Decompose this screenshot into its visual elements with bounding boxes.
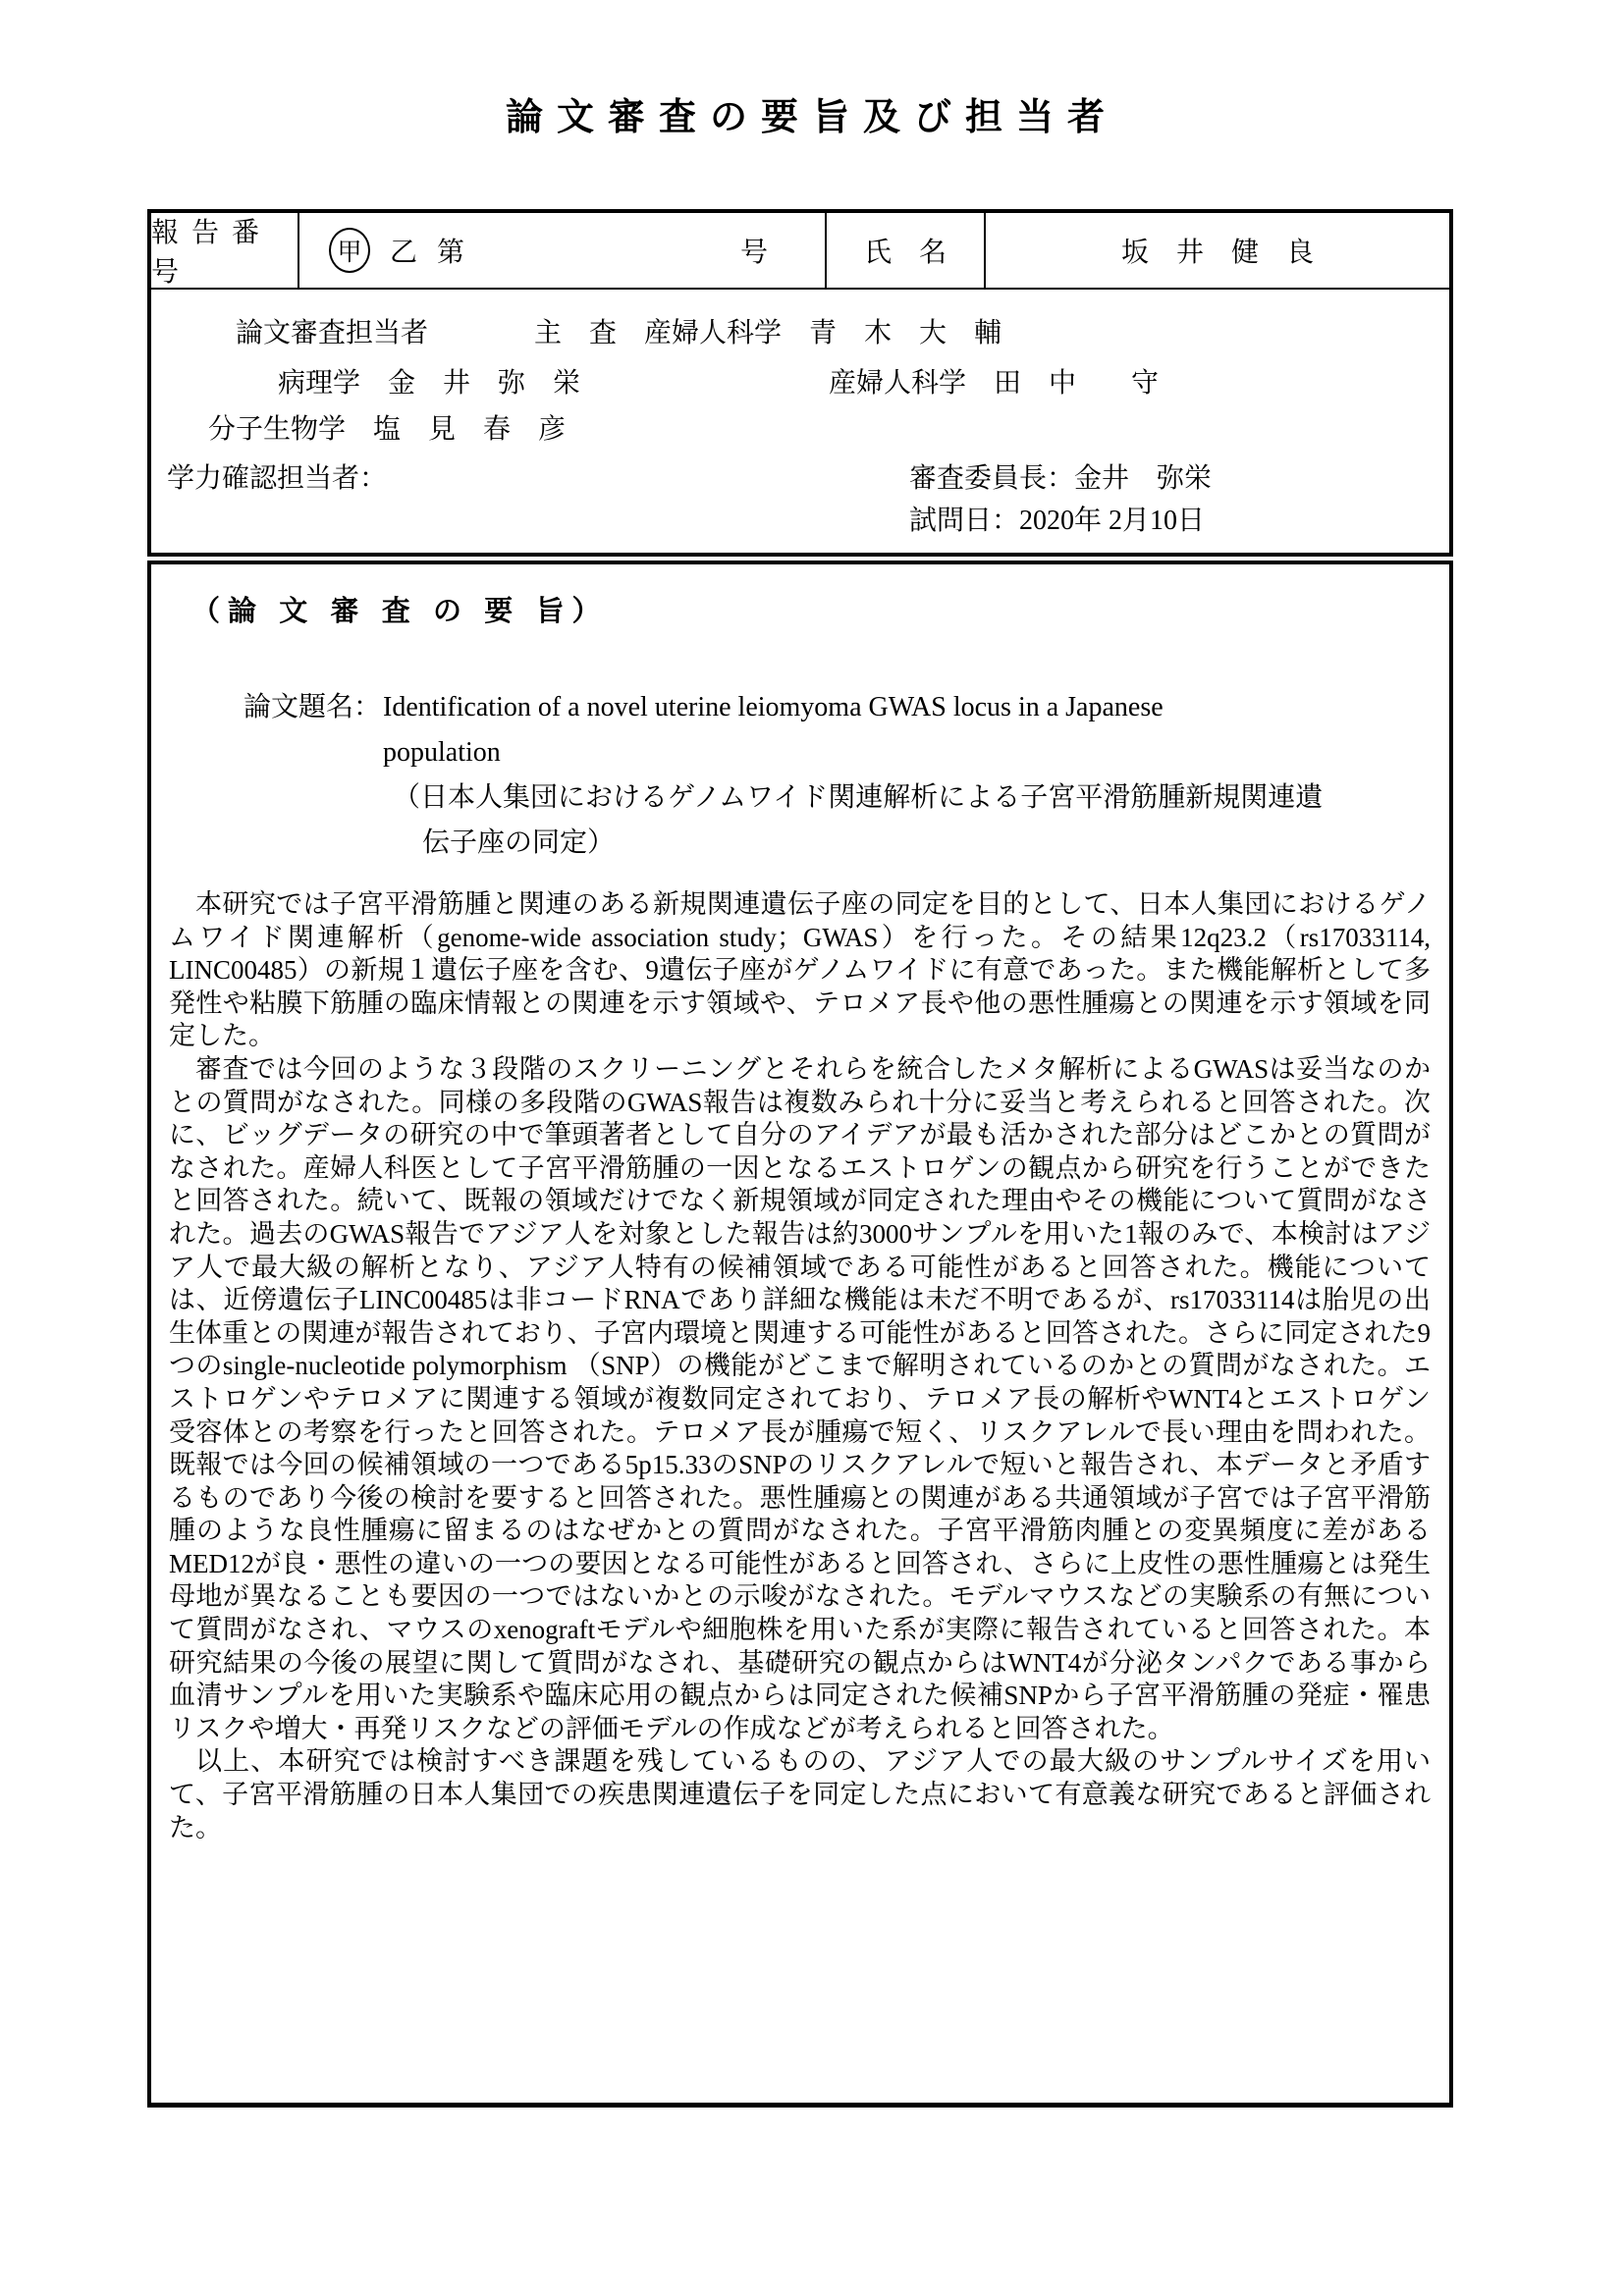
committee-cell <box>151 290 1449 551</box>
committee-chair: 審査委員長：金井 弥栄 <box>909 463 1213 494</box>
thesis-title-label: 論文題名： <box>244 692 382 722</box>
page-title: 論文審査の要旨及び担当者 <box>505 97 1118 138</box>
thesis-title-block <box>244 685 1323 866</box>
report-header-row <box>151 213 1449 290</box>
name-label: 氏 名 <box>827 213 986 288</box>
chief-examiner: 主 査 産婦人科学 青 木 大 輔 <box>534 318 1002 348</box>
report-number-cell <box>299 213 827 288</box>
examiner-obgyn: 産婦人科学 田 中 守 <box>829 368 1160 399</box>
circled-kou-mark: 甲 <box>329 228 370 273</box>
thesis-title-english-line1: Identification of a novel uterine leiomyoma GWAS locus in a Japanese <box>383 692 1164 722</box>
examiners-label: 論文審査担当者 <box>236 318 429 348</box>
review-summary-box <box>147 561 1453 2108</box>
exam-date: 試問日：2020年 2月10日 <box>909 506 1206 536</box>
thesis-title-japanese-line1: （日本人集団におけるゲノムワイド関連解析による子宮平滑筋腫新規関連遺 <box>393 782 1324 813</box>
academic-confirmation-label: 学力確認担当者： <box>167 463 388 494</box>
review-summary-text <box>169 888 1431 1844</box>
candidate-name: 坂 井 健 良 <box>1120 238 1314 268</box>
report-number-label: 報 告 番 号 <box>151 213 299 288</box>
examiner-pathology: 病理学 金 井 弥 栄 <box>278 368 581 399</box>
thesis-title-english-line2: population <box>383 737 501 768</box>
dai-prefix: 第 <box>437 238 465 268</box>
summary-paragraph-3: 以上、本研究では検討すべき課題を残しているものの、アジア人での最大級のサンプルサイズを用いて、子宮平滑筋腫の日本人集団での疾患関連遺伝子を同定した点において有意義な研究であると評価された。 <box>169 1746 1431 1842</box>
summary-paragraph-2: 審査では今回のような３段階のスクリーニングとそれらを統合したメタ解析によるGWASは妥当なのかとの質問がなされた。同様の多段階のGWAS報告は複数みられ十分に妥当と考えられると回答された。次に、ビッグデータの研究の中で筆頭著者として自分のアイデアが最も活かされた部分はどこかとの質問がなされた。産婦人科医として子宮平滑筋腫の一因となるエストロゲンの観点から研究を行うことができたと回答された。続いて、既報の領域だけでなく新規領域が同定された理由やその機能について質問がなされた。過去のGWAS報告でアジア人を対象とした報告は約3000サンプルを用いた1報のみで、本検討はアジア人で最大級の解析となり、アジア人特有の候補領域である可能性があると回答された。機能については、近傍遺伝子LINC00485は非コードRNAであり詳細な機能は未だ不明であるが、rs17033114は胎児の出生体重との関連が報告されており、子宮内環境と関連する可能性があると回答された。さらに同定された9つのsingle-nucleotide polymorphism （SNP）の機能がどこまで解明されているのかとの質問がなされた。エストロゲンやテロメアに関連する領域が複数同定されており、テロメア長の解析やWNT4とエストロゲン受容体との考察を行ったと回答された。テロメア長が腫瘍で短く、リスクアレルで長い理由を問われた。既報では今回の候補領域の一つである5p15.33のSNPのリスクアレルで短いと報告され、本データと矛盾するものであり今後の検討を要すると回答された。悪性腫瘍との関連がある共通領域が子宮では子宮平滑筋腫のような良性腫瘍に留まるのはなぜかとの質問がなされた。子宮平滑筋肉腫との変異頻度に差があるMED12が良・悪性の違いの一つの要因となる可能性があると回答され、さらに上皮性の悪性腫瘍とは発生母地が異なることも要因の一つではないかとの示唆がなされた。モデルマウスなどの実験系の有無について質問がなされ、マウスのxenograftモデルや細胞株を用いた系が実際に報告されていると回答された。本研究結果の今後の展望に関して質問がなされ、基礎研究の観点からはWNT4が分泌タンパクである事から血清サンプルを用いた実験系や臨床応用の観点からは同定された候補SNPから子宮平滑筋腫の発症・罹患リスクや増大・再発リスクなどの評価モデルの作成などが考えられると回答された。 <box>169 1053 1431 1743</box>
otsu-mark: 乙 <box>390 238 418 268</box>
go-suffix: 号 <box>739 238 768 268</box>
thesis-title-lines <box>383 685 1323 866</box>
thesis-title-japanese-line2: 伝子座の同定） <box>422 828 616 858</box>
examiner-molecular-biology: 分子生物学 塩 見 春 彦 <box>208 414 567 445</box>
summary-paragraph-1: 本研究では子宮平滑筋腫と関連のある新規関連遺伝子座の同定を目的として、日本人集団におけるゲノムワイド関連解析（genome-wide association study；GWAS）を行った。その結果12q23.2（rs17033114, LINC00485）の新規１遺伝子座を含む、9遺伝子座がゲノムワイドに有意であった。また機能解析として多発性や粘膜下筋腫の臨床情報との関連を示す領域や、テロメア長や他の悪性腫瘍との関連を示す領域を同定した。 <box>169 889 1431 1051</box>
report-header-table <box>147 209 1453 557</box>
summary-section-heading: （論 文 審 査 の 要 旨） <box>191 596 609 627</box>
